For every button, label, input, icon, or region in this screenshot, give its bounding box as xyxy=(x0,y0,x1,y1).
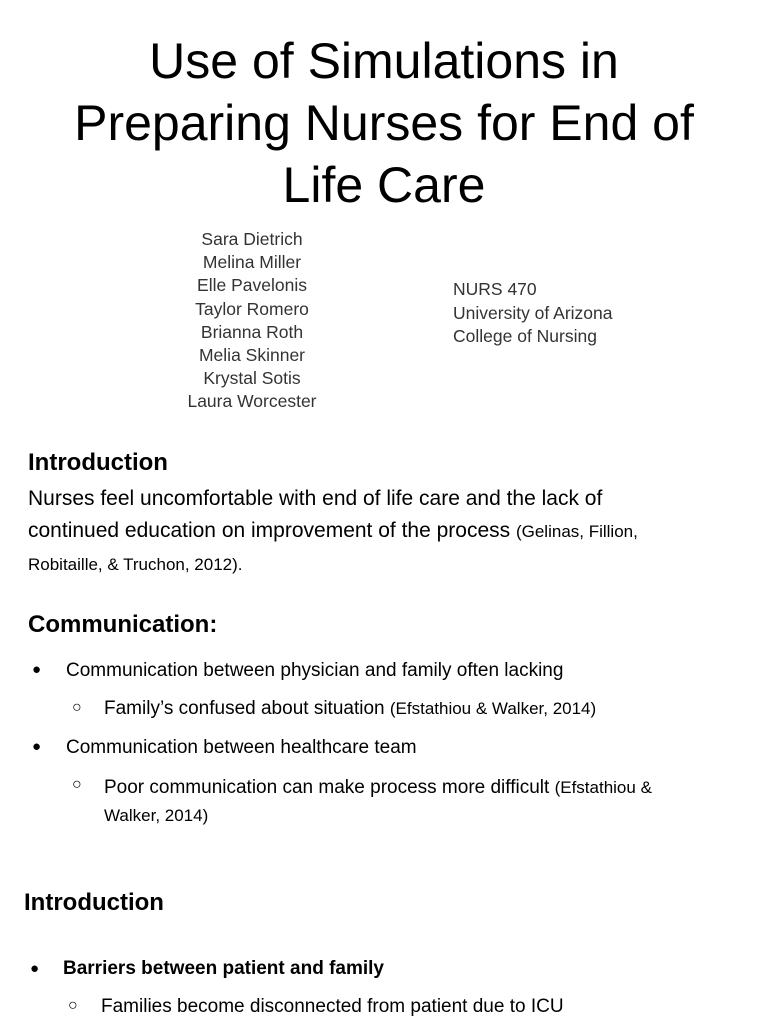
author-name: Brianna Roth xyxy=(200,321,304,342)
communication-bullet-2: Communication between healthcare team xyxy=(66,737,417,758)
intro-citation-part1: (Gelinas, Fillion, xyxy=(515,522,638,541)
barriers-bullet: Barriers between patient and family xyxy=(63,958,384,979)
course-code: NURS 470 xyxy=(453,279,537,299)
communication-heading: Communication: xyxy=(28,611,218,638)
sub-bullet-icon: ○ xyxy=(72,776,82,793)
sub-bullet-line-2: Walker, 2014) xyxy=(104,806,209,825)
page-title xyxy=(0,30,768,216)
communication-sub-bullet-1 xyxy=(104,697,596,721)
communication-sub-bullet-2 xyxy=(104,774,744,830)
sub-bullet-text: Family’s confused about situation xyxy=(104,698,390,719)
author-name: Melina Miller xyxy=(202,252,302,273)
course-info xyxy=(453,278,613,349)
university-name: University of Arizona xyxy=(453,302,613,323)
barriers-sub-bullet: Families become disconnected from patient due to ICU xyxy=(101,996,564,1017)
sub-bullet-text: Poor communication can make process more difficult xyxy=(104,777,555,798)
author-list xyxy=(152,228,352,414)
intro-line-3 xyxy=(28,548,748,581)
bullet-icon: ● xyxy=(32,661,42,678)
college-name: College of Nursing xyxy=(453,326,597,346)
intro-line-1: Nurses feel uncomfortable with end of life care and the lack of xyxy=(28,487,603,510)
author-name: Laura Worcester xyxy=(187,391,317,412)
intro-paragraph xyxy=(28,483,748,581)
intro-citation-part2: Robitaille, & Truchon, 2012) xyxy=(28,555,238,574)
title-line-1: Use of Simulations in xyxy=(149,33,619,89)
author-name: Taylor Romero xyxy=(195,298,309,319)
intro-line-2-text: continued education on improvement of the process xyxy=(28,519,516,542)
sub-bullet-icon: ○ xyxy=(72,699,82,716)
author-name: Melia Skinner xyxy=(198,345,306,366)
bullet-icon: ● xyxy=(30,960,40,977)
citation: (Efstathiou & Walker, 2014) xyxy=(389,699,597,718)
sub-bullet-icon: ○ xyxy=(68,997,78,1014)
author-name: Sara Dietrich xyxy=(201,229,303,249)
citation: (Efstathiou & xyxy=(554,778,652,797)
intro-heading: Introduction xyxy=(28,449,168,476)
author-name: Elle Pavelonis xyxy=(197,275,307,296)
bullet-icon: ● xyxy=(32,738,42,755)
title-line-3: Life Care xyxy=(282,157,486,213)
intro-heading-2: Introduction xyxy=(24,889,164,916)
communication-bullet-1: Communication between physician and family often lacking xyxy=(66,660,564,681)
intro-period: . xyxy=(237,555,243,574)
author-name: Krystal Sotis xyxy=(203,368,301,389)
intro-line-2 xyxy=(28,515,748,548)
sub-bullet-line-1 xyxy=(104,774,744,802)
title-line-2: Preparing Nurses for End of xyxy=(74,95,694,151)
